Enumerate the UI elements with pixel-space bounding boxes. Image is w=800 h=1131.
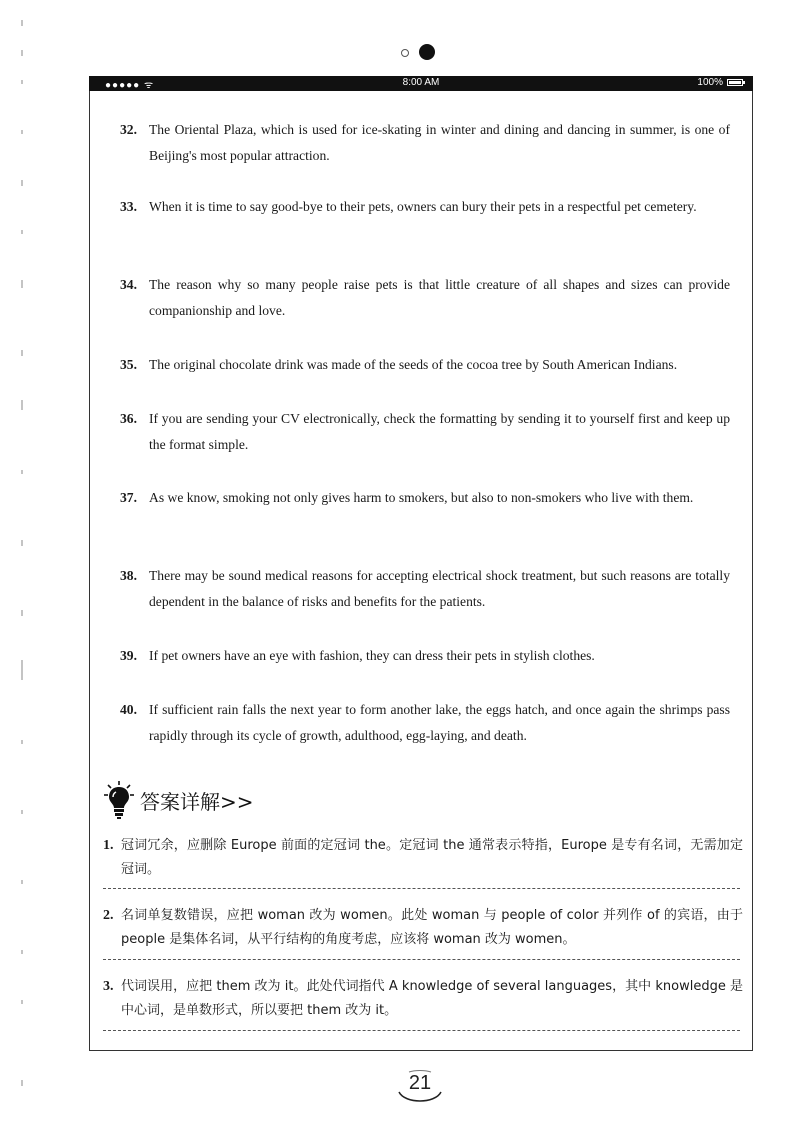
- question-item: [120, 352, 730, 378]
- question-number: 37.: [120, 490, 137, 505]
- battery-icon: [727, 79, 743, 86]
- camera-sensor: [401, 49, 409, 57]
- dashed-divider: [103, 888, 740, 889]
- answer-number: 1.: [103, 838, 114, 853]
- question-text: When it is time to say good-bye to their pets, owners can bury their pets in a respectful pet cemetery.: [149, 199, 697, 214]
- answer-number: 3.: [103, 979, 114, 994]
- question-number: 32.: [120, 122, 137, 137]
- question-text: The original chocolate drink was made of the seeds of the cocoa tree by South American Indians.: [149, 357, 678, 372]
- camera-dot: [419, 44, 435, 60]
- status-bar: [89, 76, 753, 91]
- answer-item: [103, 975, 743, 1023]
- question-text: If sufficient rain falls the next year to form another lake, the eggs hatch, and once again the shrimps pass rapidly through its cycle of growth, adulthood, egg-laying, and death.: [149, 702, 730, 743]
- question-item: [120, 485, 730, 511]
- status-time: 8:00 AM: [402, 77, 440, 88]
- answers-heading: [104, 778, 254, 822]
- lightbulb-icon: [104, 780, 134, 820]
- binding-margin-marks: [18, 20, 28, 1110]
- answer-item: [103, 904, 743, 952]
- signal-wifi-indicator: ●●●●● ᯤ: [105, 80, 155, 91]
- question-item: [120, 194, 730, 220]
- status-battery: [697, 77, 743, 88]
- answers-title: 答案详解>>: [140, 789, 254, 814]
- question-item: [120, 643, 730, 669]
- answer-text: 名词单复数错误，应把 woman 改为 women。此处 woman 与 people of color 并列作 of 的宾语，由于 people 是集体名词，从平行结构的角度考虑，应该将 woman 改为 women。: [121, 908, 743, 947]
- answer-text: 冠词冗余，应删除 Europe 前面的定冠词 the。定冠词 the 通常表示特指，Europe 是专有名词，无需加定冠词。: [121, 838, 743, 877]
- question-text: There may be sound medical reasons for accepting electrical shock treatment, but such reasons are totally dependent in the balance of risks and benefits for the patients.: [149, 568, 730, 609]
- answer-text: 代词误用，应把 them 改为 it。此处代词指代 A knowledge of several languages，其中 knowledge 是中心词，是单数形式，所以要把 them 改为 it。: [121, 979, 743, 1018]
- battery-percent: 100%: [697, 77, 723, 88]
- answer-item: [103, 834, 743, 882]
- question-number: 34.: [120, 277, 137, 292]
- question-item: [120, 117, 730, 169]
- question-text: The reason why so many people raise pets is that little creature of all shapes and sizes can provide companionship and love.: [149, 277, 730, 318]
- question-number: 35.: [120, 357, 137, 372]
- dashed-divider: [103, 959, 740, 960]
- question-text: If you are sending your CV electronically, check the formatting by sending it to yourself first and keep up the format simple.: [149, 411, 730, 452]
- dashed-divider: [103, 1030, 740, 1031]
- answer-number: 2.: [103, 908, 114, 923]
- question-item: [120, 697, 730, 749]
- question-number: 33.: [120, 199, 137, 214]
- question-item: [120, 563, 730, 615]
- question-number: 38.: [120, 568, 137, 583]
- page-number: 21: [408, 1072, 432, 1094]
- question-number: 40.: [120, 702, 137, 717]
- question-item: [120, 272, 730, 324]
- question-text: As we know, smoking not only gives harm to smokers, but also to non-smokers who live with them.: [149, 490, 694, 505]
- question-number: 36.: [120, 411, 137, 426]
- question-text: If pet owners have an eye with fashion, they can dress their pets in stylish clothes.: [149, 648, 595, 663]
- question-text: The Oriental Plaza, which is used for ice-skating in winter and dining and dancing in summer, is one of Beijing's most popular attraction.: [149, 122, 730, 163]
- question-number: 39.: [120, 648, 137, 663]
- question-item: [120, 406, 730, 458]
